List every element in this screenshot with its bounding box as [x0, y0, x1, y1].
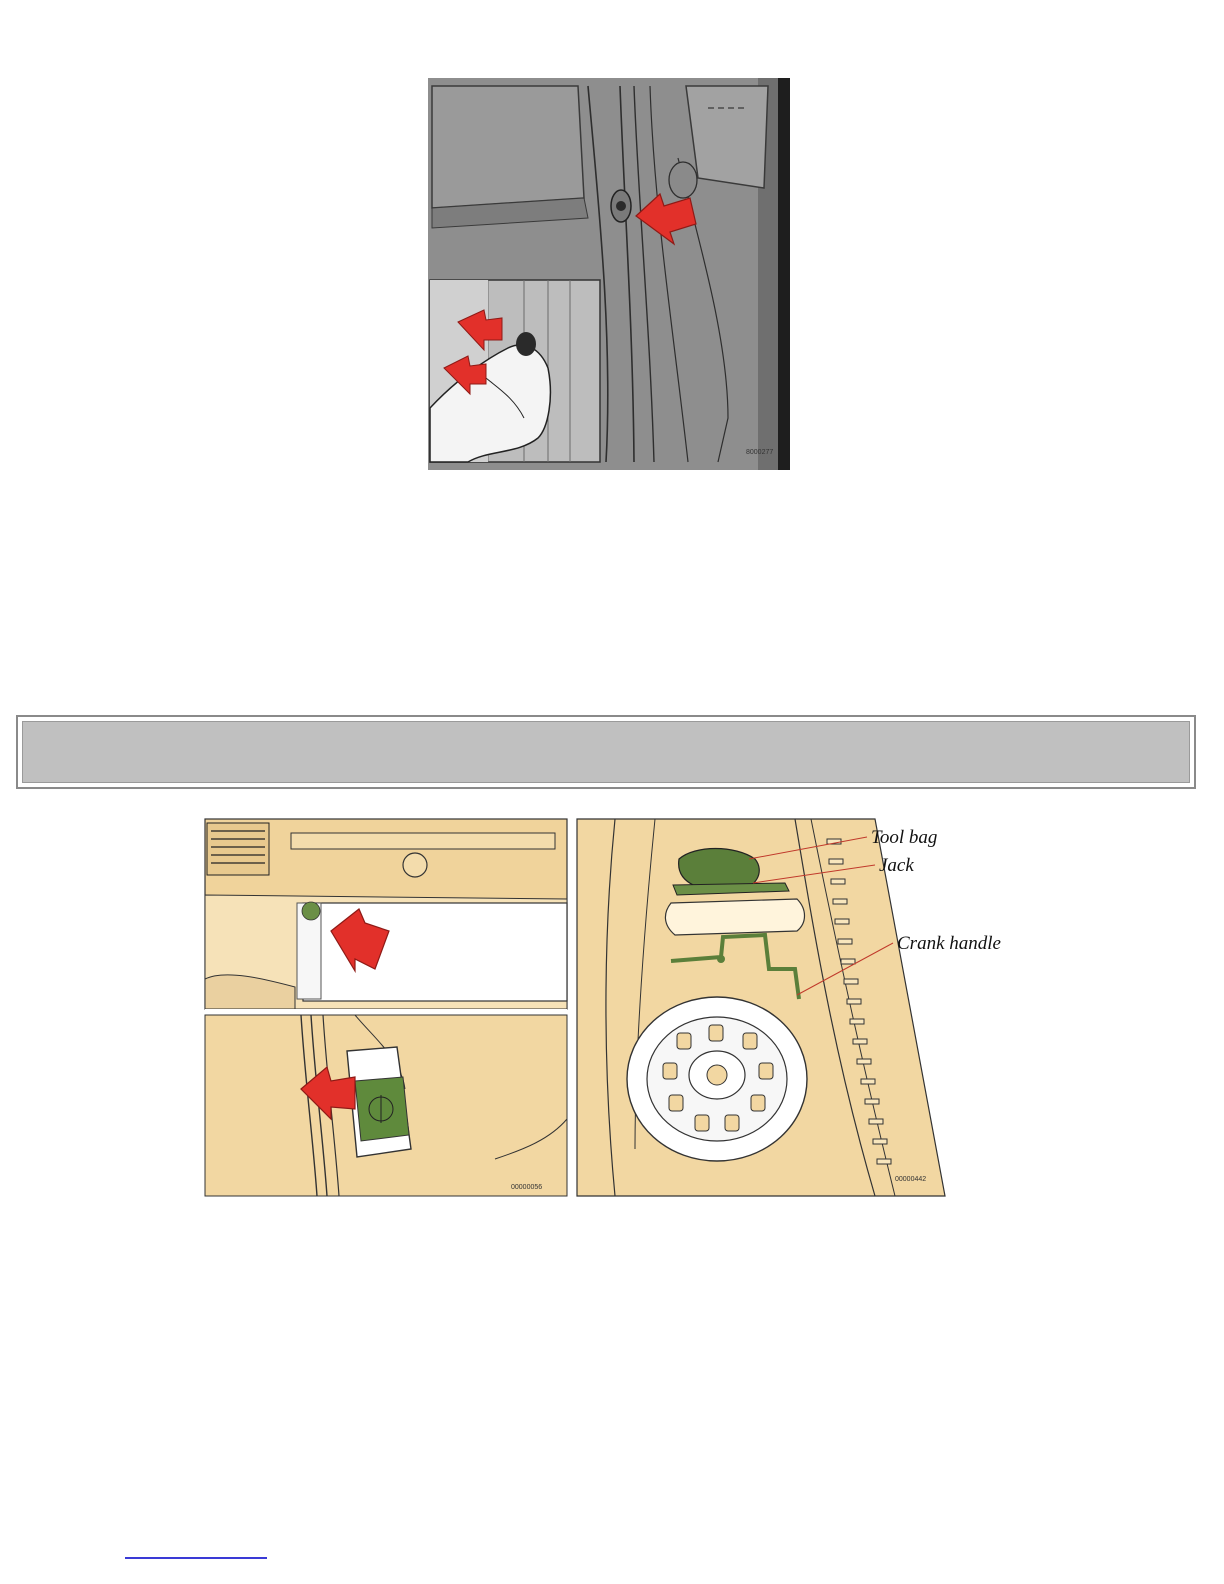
figure-glovebox-panel	[205, 819, 567, 1196]
footer-navigation-link[interactable]	[125, 1557, 267, 1559]
callout-crank-handle: Crank handle	[897, 933, 1001, 954]
figure-code: 00000056	[511, 1184, 543, 1191]
callout-tool-bag: Tool bag	[871, 827, 938, 848]
figure-code: 00000442	[895, 1176, 927, 1183]
figure-door-pillar	[428, 78, 790, 470]
section-heading	[22, 721, 1190, 783]
callout-jack: Jack	[879, 855, 914, 876]
section-heading-bar	[16, 715, 1196, 789]
figure-spare-wheel-tools	[575, 819, 1001, 1196]
figure-code: 8000277	[746, 449, 774, 456]
